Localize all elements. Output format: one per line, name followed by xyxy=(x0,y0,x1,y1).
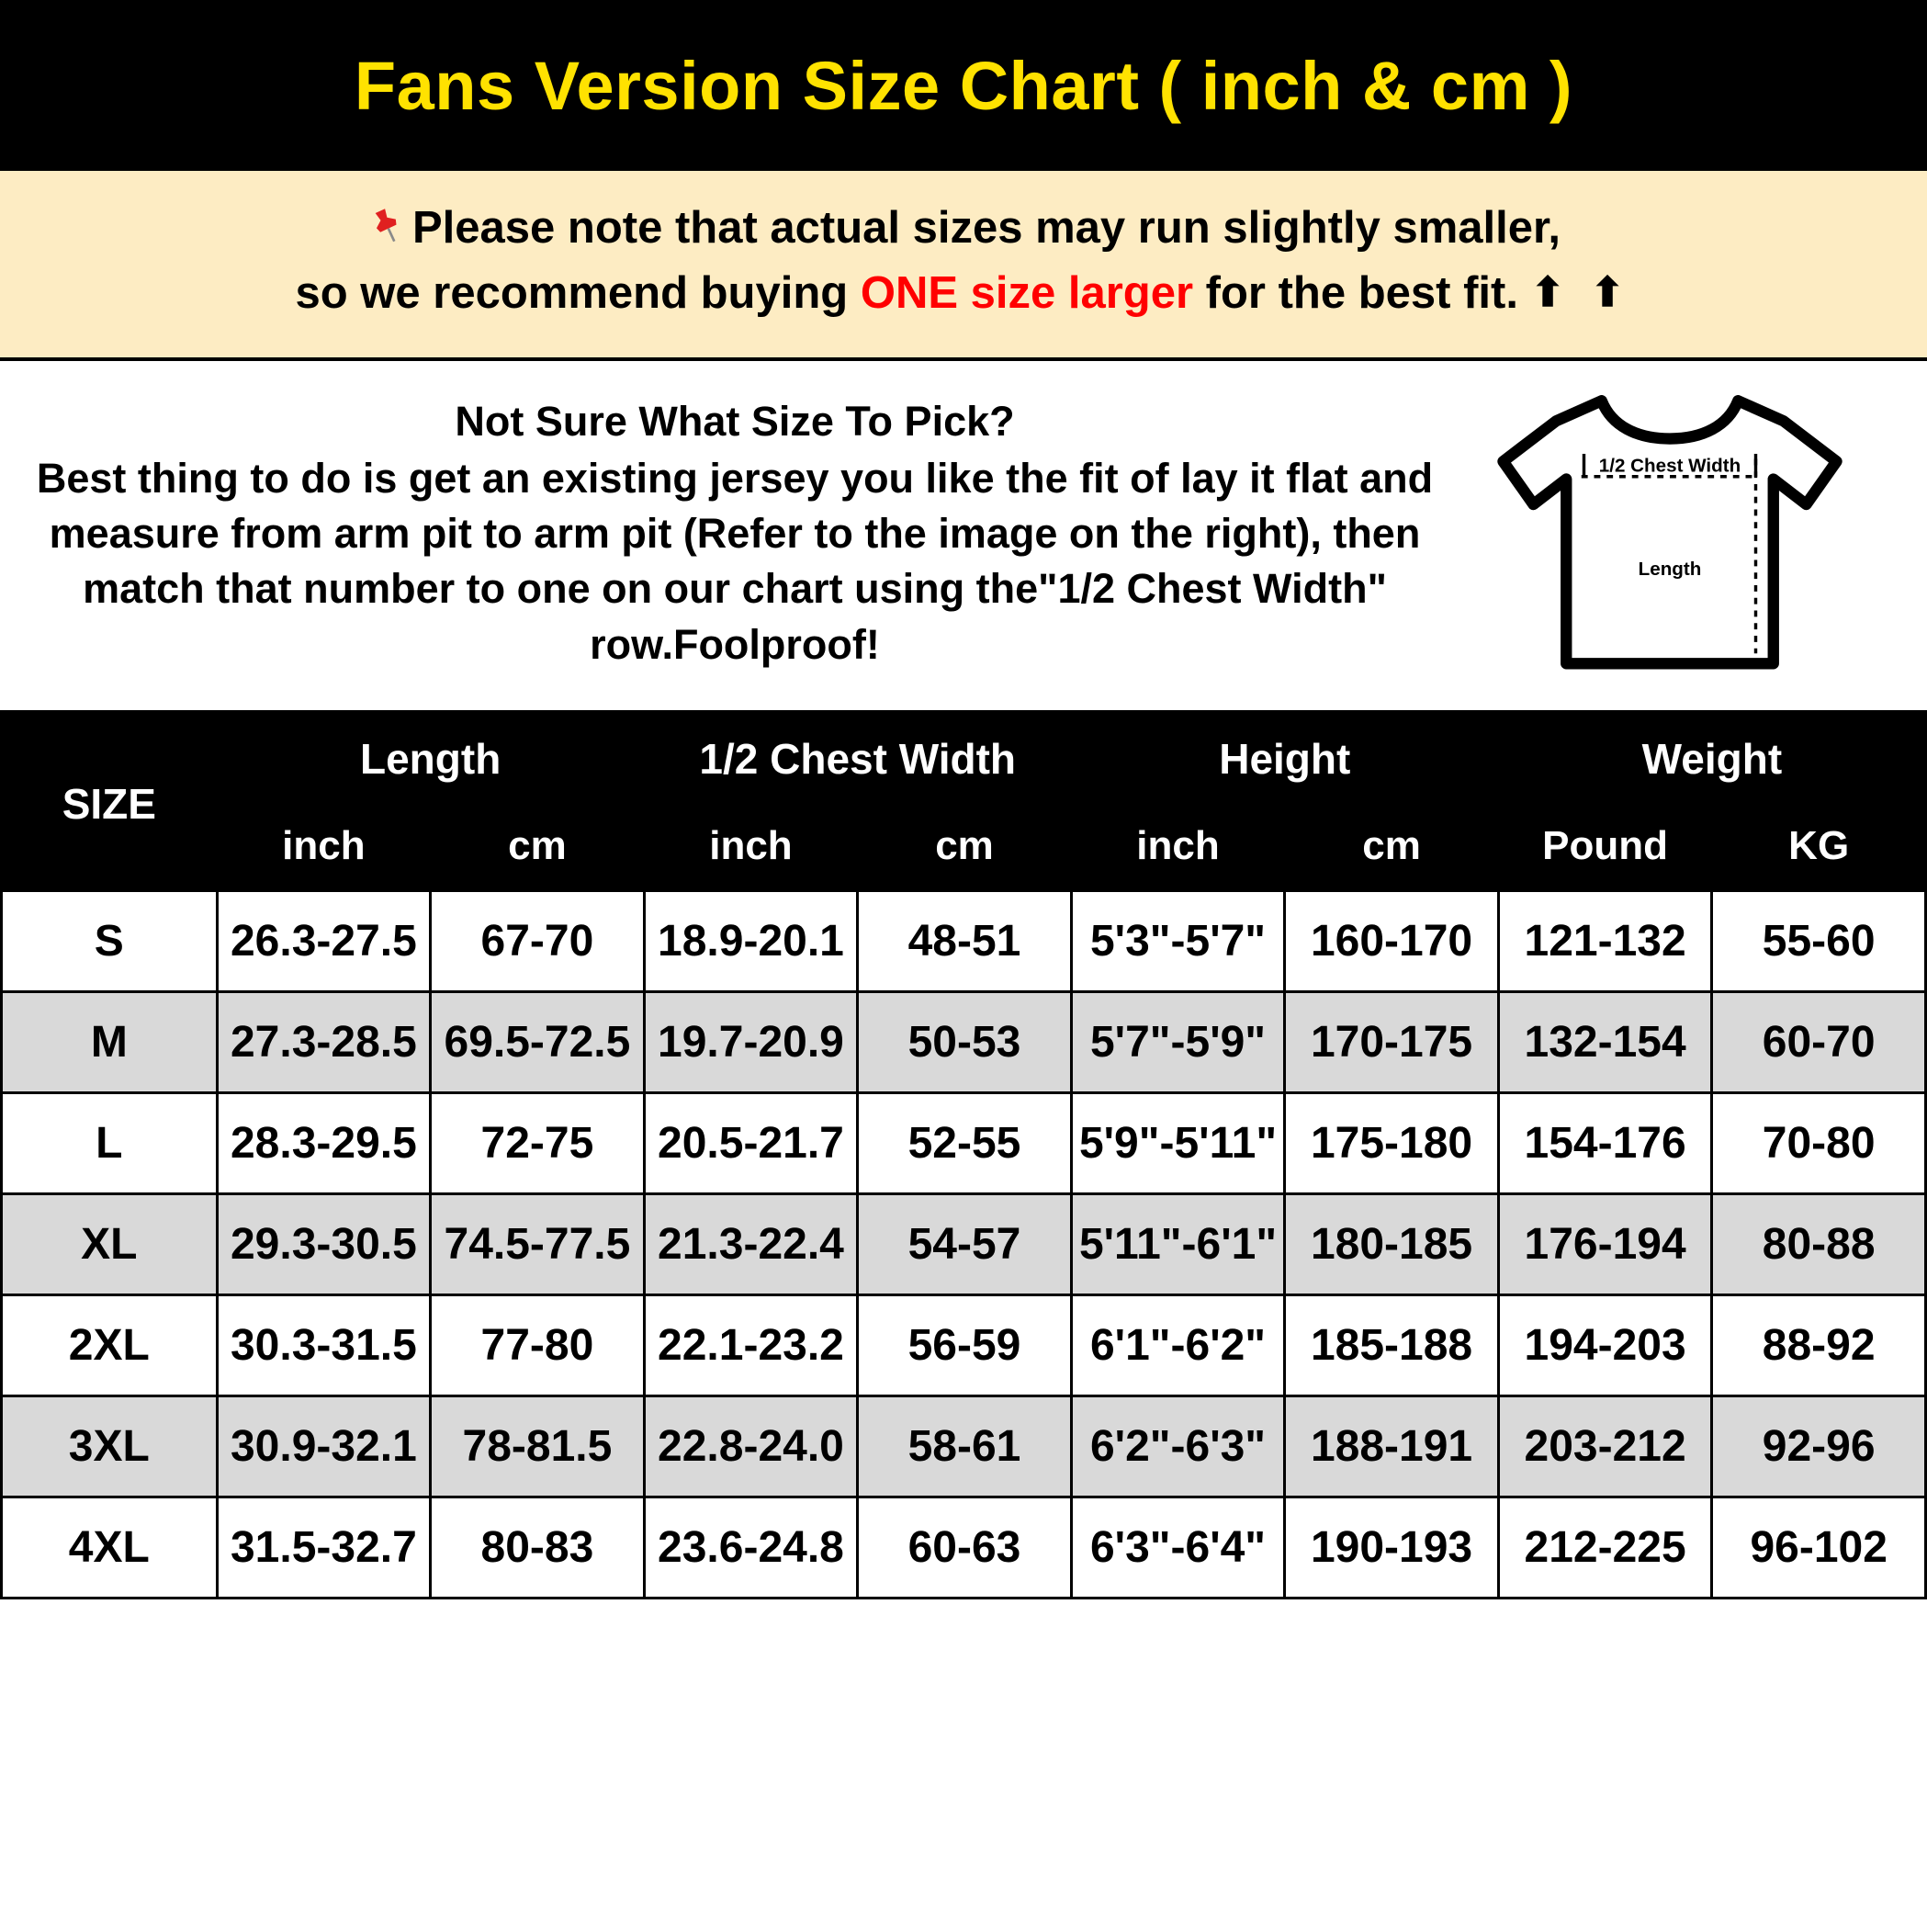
cell-weight-kg: 60-70 xyxy=(1712,992,1926,1093)
cell-chest-cm: 48-51 xyxy=(858,891,1072,992)
header-length-inch: inch xyxy=(217,802,431,891)
header-group-weight: Weight xyxy=(1498,717,1925,802)
cell-height-cm: 170-175 xyxy=(1285,992,1499,1093)
cell-length-inch: 30.9-32.1 xyxy=(217,1396,431,1497)
cell-weight-pound: 121-132 xyxy=(1498,891,1712,992)
cell-height-inch: 6'2"-6'3" xyxy=(1071,1396,1285,1497)
header-weight-kg: KG xyxy=(1712,802,1926,891)
cell-length-cm: 72-75 xyxy=(431,1093,645,1194)
cell-length-inch: 27.3-28.5 xyxy=(217,992,431,1093)
cell-height-inch: 5'11"-6'1" xyxy=(1071,1194,1285,1295)
cell-length-inch: 28.3-29.5 xyxy=(217,1093,431,1194)
cell-size: S xyxy=(2,891,218,992)
cell-length-cm: 74.5-77.5 xyxy=(431,1194,645,1295)
cell-weight-pound: 203-212 xyxy=(1498,1396,1712,1497)
header-chest-inch: inch xyxy=(644,802,858,891)
table-body xyxy=(2,891,1926,1599)
cell-weight-kg: 80-88 xyxy=(1712,1194,1926,1295)
cell-weight-kg: 88-92 xyxy=(1712,1295,1926,1396)
cell-length-cm: 78-81.5 xyxy=(431,1396,645,1497)
header-chest-cm: cm xyxy=(858,802,1072,891)
cell-height-inch: 5'7"-5'9" xyxy=(1071,992,1285,1093)
header-group-length: Length xyxy=(217,717,644,802)
cell-length-cm: 77-80 xyxy=(431,1295,645,1396)
table-row xyxy=(2,1194,1926,1295)
cell-height-cm: 180-185 xyxy=(1285,1194,1499,1295)
table-header-row-units xyxy=(2,802,1926,891)
note-line-2 xyxy=(18,264,1909,323)
cell-weight-pound: 154-176 xyxy=(1498,1093,1712,1194)
cell-weight-kg: 55-60 xyxy=(1712,891,1926,992)
help-body: Best thing to do is get an existing jersey you like the fit of lay it flat and measure from arm pit to arm pit (Refer to the image on the right), then match that number to one on our chart using the"1/2 Chest Width" row.Foolproof! xyxy=(36,454,1434,668)
cell-size: XL xyxy=(2,1194,218,1295)
cell-height-inch: 5'9"-5'11" xyxy=(1071,1093,1285,1194)
table-row xyxy=(2,1396,1926,1497)
tshirt-icon xyxy=(1477,383,1863,686)
cell-chest-cm: 54-57 xyxy=(858,1194,1072,1295)
cell-chest-cm: 52-55 xyxy=(858,1093,1072,1194)
cell-height-inch: 6'3"-6'4" xyxy=(1071,1497,1285,1599)
help-title: Not Sure What Size To Pick? xyxy=(455,397,1015,445)
note-text-1: Please note that actual sizes may run slightly smaller, xyxy=(411,203,1561,253)
table-header xyxy=(2,717,1926,891)
cell-chest-inch: 22.8-24.0 xyxy=(644,1396,858,1497)
cell-height-cm: 185-188 xyxy=(1285,1295,1499,1396)
cell-length-inch: 31.5-32.7 xyxy=(217,1497,431,1599)
cell-chest-inch: 19.7-20.9 xyxy=(644,992,858,1093)
length-label: Length xyxy=(1638,559,1702,581)
cell-height-cm: 160-170 xyxy=(1285,891,1499,992)
cell-length-cm: 80-83 xyxy=(431,1497,645,1599)
cell-weight-pound: 176-194 xyxy=(1498,1194,1712,1295)
cell-length-cm: 69.5-72.5 xyxy=(431,992,645,1093)
header-height-inch: inch xyxy=(1071,802,1285,891)
cell-height-cm: 190-193 xyxy=(1285,1497,1499,1599)
note-highlight: ONE size larger xyxy=(860,267,1194,318)
title-banner xyxy=(0,0,1927,171)
note-band xyxy=(0,171,1927,361)
cell-size: M xyxy=(2,992,218,1093)
cell-weight-pound: 132-154 xyxy=(1498,992,1712,1093)
header-group-chest: 1/2 Chest Width xyxy=(644,717,1071,802)
header-weight-pound: Pound xyxy=(1498,802,1712,891)
chest-width-label: 1/2 Chest Width xyxy=(1598,455,1741,477)
page-title: Fans Version Size Chart ( inch & cm ) xyxy=(354,47,1573,124)
cell-chest-cm: 58-61 xyxy=(858,1396,1072,1497)
note-line-1 xyxy=(18,198,1909,264)
cell-chest-cm: 56-59 xyxy=(858,1295,1072,1396)
pushpin-icon xyxy=(366,204,409,264)
cell-height-inch: 6'1"-6'2" xyxy=(1071,1295,1285,1396)
header-length-cm: cm xyxy=(431,802,645,891)
up-arrow-icons: ⬆ ⬆ xyxy=(1530,269,1632,315)
cell-length-inch: 26.3-27.5 xyxy=(217,891,431,992)
help-text-block xyxy=(0,398,1449,672)
cell-size: 3XL xyxy=(2,1396,218,1497)
cell-weight-kg: 96-102 xyxy=(1712,1497,1926,1599)
cell-length-cm: 67-70 xyxy=(431,891,645,992)
table-row xyxy=(2,1093,1926,1194)
cell-chest-inch: 21.3-22.4 xyxy=(644,1194,858,1295)
cell-height-inch: 5'3"-5'7" xyxy=(1071,891,1285,992)
note-text-2b: for the best fit. xyxy=(1193,267,1518,318)
table-row xyxy=(2,1497,1926,1599)
cell-weight-pound: 212-225 xyxy=(1498,1497,1712,1599)
cell-weight-pound: 194-203 xyxy=(1498,1295,1712,1396)
table-row xyxy=(2,992,1926,1093)
header-height-cm: cm xyxy=(1285,802,1499,891)
cell-height-cm: 175-180 xyxy=(1285,1093,1499,1194)
cell-chest-inch: 18.9-20.1 xyxy=(644,891,858,992)
cell-weight-kg: 70-80 xyxy=(1712,1093,1926,1194)
cell-length-inch: 29.3-30.5 xyxy=(217,1194,431,1295)
cell-chest-inch: 23.6-24.8 xyxy=(644,1497,858,1599)
cell-chest-cm: 50-53 xyxy=(858,992,1072,1093)
cell-length-inch: 30.3-31.5 xyxy=(217,1295,431,1396)
note-text-2a: so we recommend buying xyxy=(295,267,861,318)
header-size: SIZE xyxy=(2,717,218,891)
cell-chest-inch: 20.5-21.7 xyxy=(644,1093,858,1194)
help-section xyxy=(0,361,1927,715)
table-row xyxy=(2,1295,1926,1396)
cell-weight-kg: 92-96 xyxy=(1712,1396,1926,1497)
cell-chest-inch: 22.1-23.2 xyxy=(644,1295,858,1396)
cell-chest-cm: 60-63 xyxy=(858,1497,1072,1599)
table-header-row-groups xyxy=(2,717,1926,802)
cell-height-cm: 188-191 xyxy=(1285,1396,1499,1497)
cell-size: 4XL xyxy=(2,1497,218,1599)
tshirt-diagram xyxy=(1449,383,1927,686)
header-group-height: Height xyxy=(1071,717,1498,802)
table-row xyxy=(2,891,1926,992)
cell-size: L xyxy=(2,1093,218,1194)
size-table xyxy=(0,715,1927,1599)
cell-size: 2XL xyxy=(2,1295,218,1396)
